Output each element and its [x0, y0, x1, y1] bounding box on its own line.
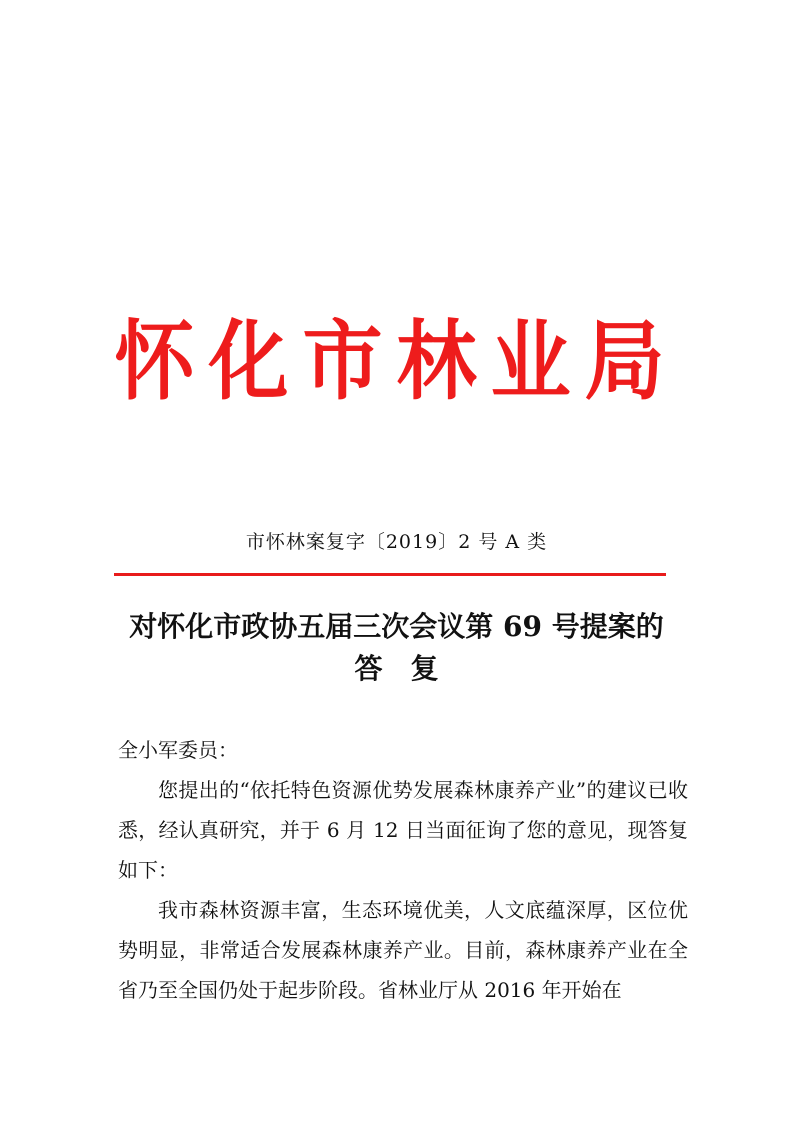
salutation: 全小军委员： — [118, 738, 238, 762]
document-body — [118, 730, 688, 1010]
document-number: 市怀林案复字〔2019〕2 号 A 类 — [245, 531, 548, 553]
red-divider-line — [114, 573, 666, 576]
document-title — [0, 606, 793, 690]
title-line-1: 对怀化市政协五届三次会议第 69 号提案的 — [129, 610, 664, 643]
body-paragraph-1: 您提出的“依托特色资源优势发展森林康养产业”的建议已收悉，经认真研究，并于 6 月 12 日当面征询了您的意见，现答复如下： — [118, 778, 688, 882]
title-line-2: 答 复 — [354, 652, 439, 685]
organization-header: 怀化市林业局 — [114, 311, 679, 412]
body-paragraph-2: 我市森林资源丰富，生态环境优美，人文底蕴深厚，区位优势明显，非常适合发展森林康养产业。目前，森林康养产业在全省乃至全国仍处于起步阶段。省林业厅从 2016 年开始在 — [118, 898, 688, 1002]
